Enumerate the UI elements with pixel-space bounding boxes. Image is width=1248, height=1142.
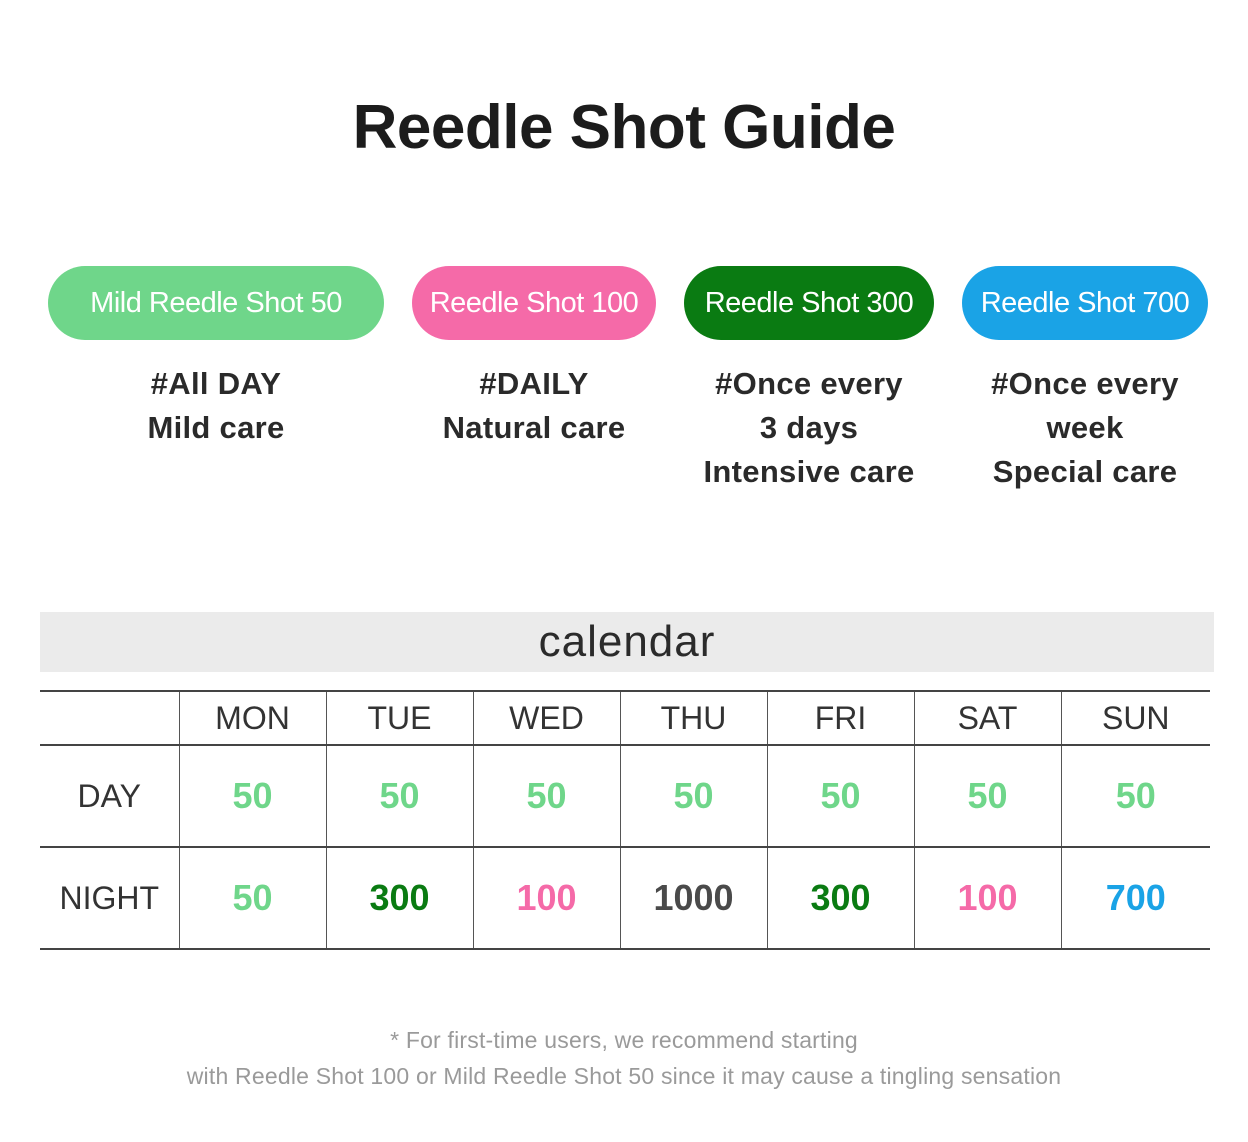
footnote <box>0 1022 1248 1094</box>
product-pill: Reedle Shot 700 <box>962 266 1208 340</box>
page-title: Reedle Shot Guide <box>352 93 896 162</box>
table-row <box>40 745 1210 847</box>
day-header: WED <box>473 691 620 745</box>
dose-cell: 50 <box>620 745 767 847</box>
product-100 <box>412 266 656 450</box>
dose-cell: 700 <box>1061 847 1210 949</box>
day-header: TUE <box>326 691 473 745</box>
calendar-header-row <box>40 691 1210 745</box>
dose-cell: 300 <box>767 847 914 949</box>
product-list <box>0 266 1248 506</box>
corner-cell <box>40 691 179 745</box>
dose-cell: 50 <box>767 745 914 847</box>
day-header: THU <box>620 691 767 745</box>
dose-cell: 1000 <box>620 847 767 949</box>
product-pill: Mild Reedle Shot 50 <box>48 266 384 340</box>
day-header: SUN <box>1061 691 1210 745</box>
footnote-line: with Reedle Shot 100 or Mild Reedle Shot 50 since it may cause a tingling sensation <box>186 1063 1062 1089</box>
calendar-table <box>40 690 1210 950</box>
dose-cell: 50 <box>473 745 620 847</box>
product-pill: Reedle Shot 100 <box>412 266 656 340</box>
table-row <box>40 847 1210 949</box>
day-header: SAT <box>914 691 1061 745</box>
dose-cell: 100 <box>914 847 1061 949</box>
row-label: DAY <box>77 777 141 814</box>
product-description: #DAILY Natural care <box>442 366 626 445</box>
row-label: NIGHT <box>59 879 160 916</box>
day-header: FRI <box>767 691 914 745</box>
product-description: #All DAY Mild care <box>147 366 285 445</box>
product-mild-50 <box>48 266 384 450</box>
dose-cell: 50 <box>914 745 1061 847</box>
product-700 <box>962 266 1208 494</box>
dose-cell: 100 <box>473 847 620 949</box>
calendar-header: calendar <box>40 612 1214 672</box>
product-description: #Once every 3 days Intensive care <box>703 366 915 489</box>
product-description: #Once every week Special care <box>991 366 1179 489</box>
dose-cell: 50 <box>326 745 473 847</box>
day-header: MON <box>179 691 326 745</box>
product-300 <box>684 266 934 494</box>
dose-cell: 50 <box>179 745 326 847</box>
product-pill: Reedle Shot 300 <box>684 266 934 340</box>
dose-cell: 300 <box>326 847 473 949</box>
footnote-line: * For first-time users, we recommend starting <box>390 1027 858 1053</box>
dose-cell: 50 <box>1061 745 1210 847</box>
dose-cell: 50 <box>179 847 326 949</box>
